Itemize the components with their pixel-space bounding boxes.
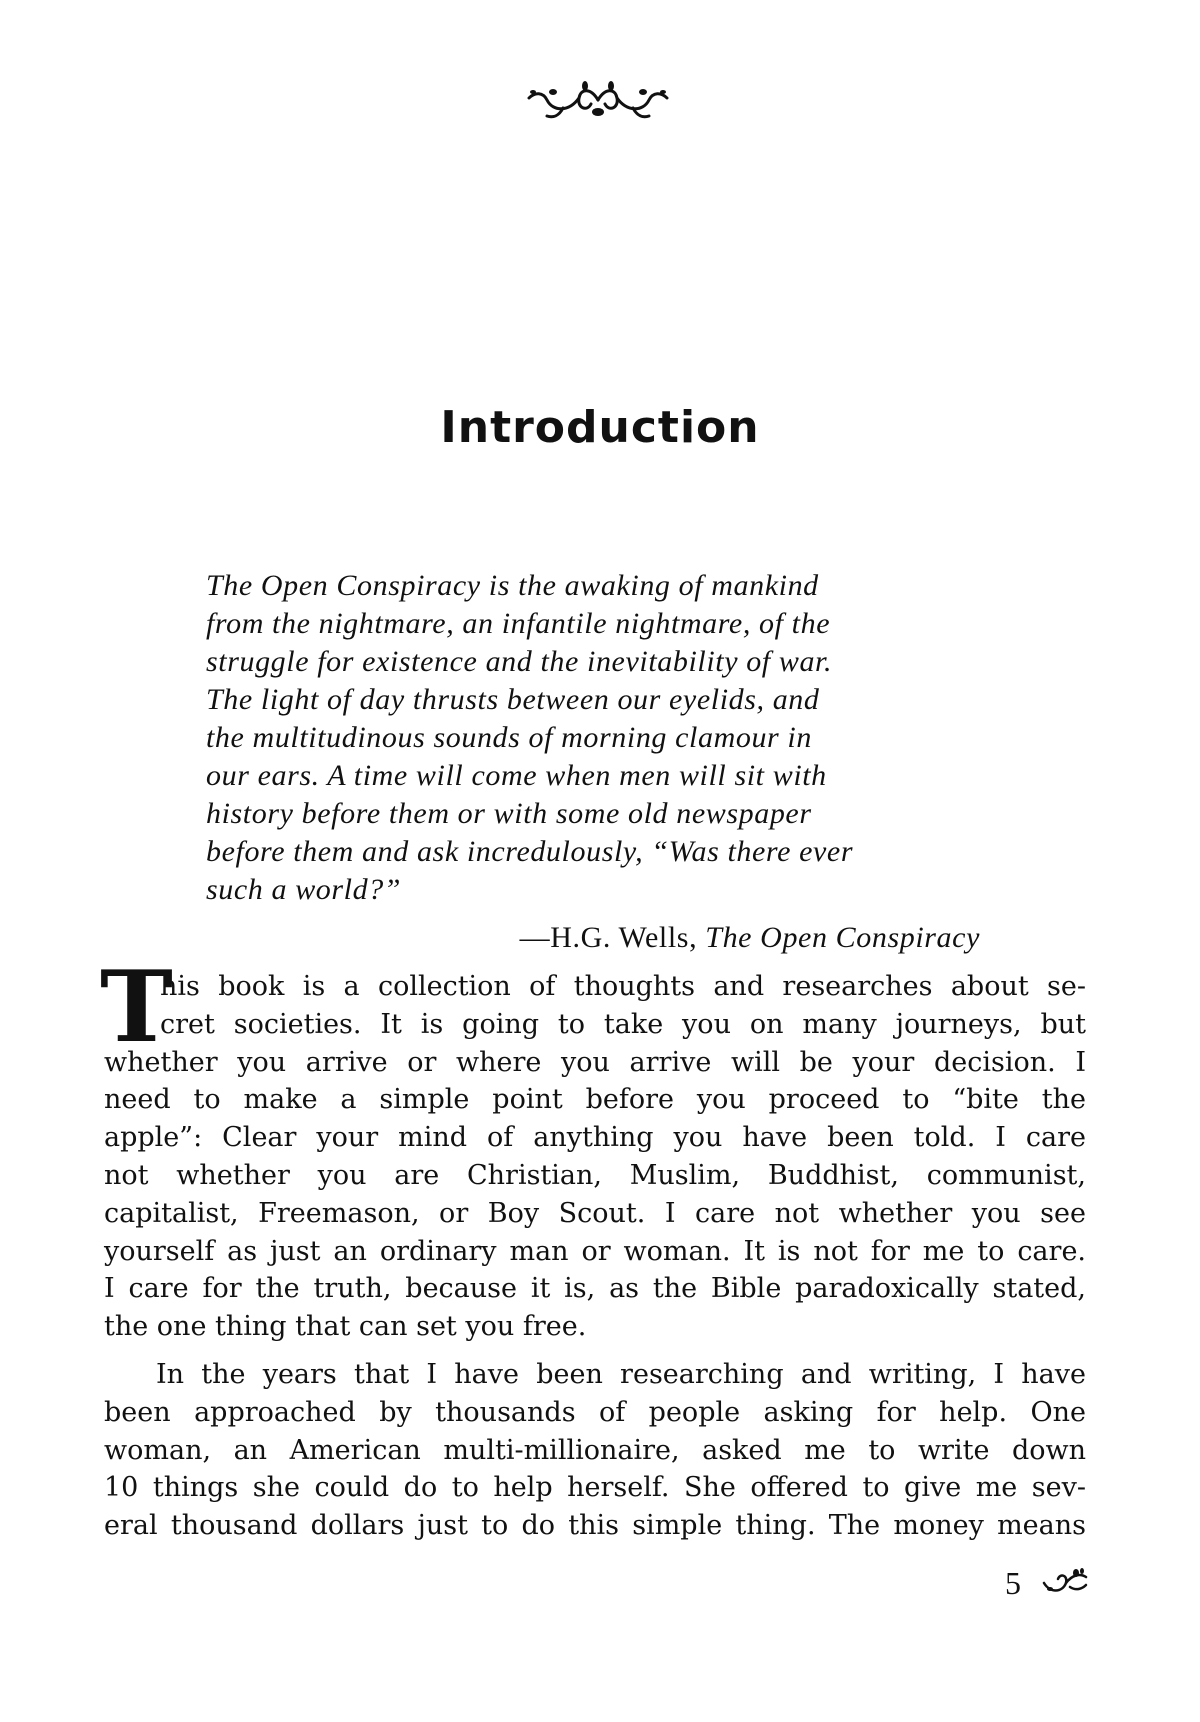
epigraph-line: struggle for existence and the inevitability of war. — [206, 645, 833, 678]
paragraph-gap — [104, 1346, 1086, 1356]
epigraph — [206, 567, 981, 909]
epigraph-attribution — [420, 919, 980, 957]
epigraph-line: such a world?” — [206, 873, 402, 906]
paragraph-line: whether you arrive or where you arrive will be your decision. I — [104, 1046, 1086, 1078]
paragraph-line: his book is a collection of thoughts and researches about se- — [160, 971, 1086, 1002]
attribution-author: —H.G. Wells, — [519, 921, 698, 954]
paragraph-line: I care for the truth, because it is, as the Bible paradoxically stated, — [104, 1273, 1086, 1305]
paragraph-line: apple”: Clear your mind of anything you have been told. I care — [104, 1122, 1086, 1154]
epigraph-line: our ears. A time will come when men will sit with — [206, 759, 827, 792]
paragraph-line: need to make a simple point before you proceed to “bite the — [104, 1084, 1086, 1116]
paragraph-line: not whether you are Christian, Muslim, Buddhist, communist, — [104, 1159, 1086, 1191]
epigraph-line: before them and ask incredulously, “Was there ever — [206, 835, 854, 868]
paragraph-line: the one thing that can set you free. — [104, 1311, 587, 1343]
drop-cap: T — [100, 950, 173, 1065]
paragraph-line: woman, an American multi-millionaire, asked me to write down — [104, 1434, 1086, 1466]
floral-scroll-icon — [523, 78, 673, 122]
epigraph-line: The light of day thrusts between our eyelids, and — [206, 683, 820, 716]
paragraph-line: 10 things she could do to help herself. She offered to give me sev- — [104, 1472, 1086, 1504]
paragraph-line: cret societies. It is going to take you on many journeys, but — [160, 1008, 1086, 1040]
epigraph-line: The Open Conspiracy is the awaking of mankind — [206, 569, 819, 602]
floral-corner-icon — [1040, 1565, 1088, 1595]
paragraph-line: been approached by thousands of people asking for help. One — [104, 1396, 1086, 1428]
paragraph-line: capitalist, Freemason, or Boy Scout. I care not whether you see — [104, 1197, 1086, 1229]
paragraph-line: yourself as just an ordinary man or woman. It is not for me to care. — [104, 1235, 1086, 1267]
epigraph-line: from the nightmare, an infantile nightmare, of the — [206, 607, 831, 640]
epigraph-line: history before them or with some old newspaper — [206, 797, 812, 830]
body-text — [104, 968, 1086, 1545]
paragraph-line: eral thousand dollars just to do this simple thing. The money means — [104, 1510, 1086, 1542]
paragraph-line: In the years that I have been researching and writing, I have — [156, 1358, 1086, 1390]
epigraph-line: the multitudinous sounds of morning clamour in — [206, 721, 812, 754]
page-number: 5 — [1005, 1565, 1021, 1601]
attribution-work: The Open Conspiracy — [705, 921, 980, 954]
chapter-title: Introduction — [440, 402, 760, 453]
